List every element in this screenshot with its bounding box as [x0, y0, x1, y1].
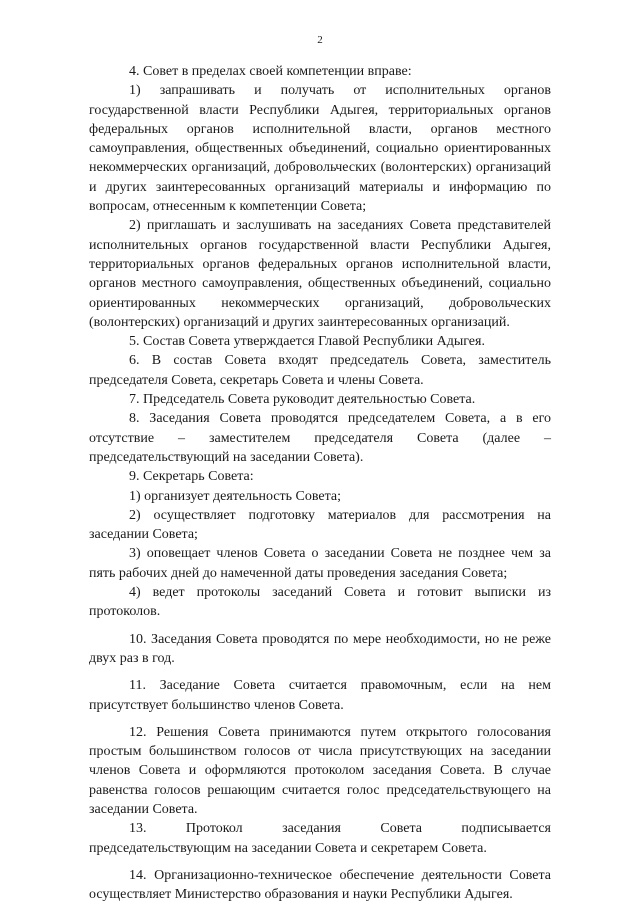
paragraph-4-2: 2) приглашать и заслушивать на заседаниях Совета представителей исполнительных органов государственной власти Республики Адыгея, территориальных органов федеральных органов исполнительной власти, органов местного самоуправления, общественных объединений, социально ориентированных некоммерческих организаций, добровольческих (волонтерских) организаций и других заинтересованных организаций. — [89, 218, 551, 330]
page-number: 2 — [317, 34, 323, 46]
paragraph-10: 10. Заседания Совета проводятся по мере необходимости, но не реже двух раз в год. — [89, 631, 551, 666]
document-body — [89, 62, 551, 904]
paragraph-9-4: 4) ведет протоколы заседаний Совета и готовит выписки из протоколов. — [89, 585, 551, 620]
paragraph-12: 12. Решения Совета принимаются путем открытого голосования простым большинством голосов от числа присутствующих на заседании членов Совета и оформляются протоколом заседания Совета. В случае равенства голосов решающим считается голос председательствующего на заседании Совета. — [89, 724, 551, 817]
paragraph-14: 14. Организационно-техническое обеспечение деятельности Совета осуществляет Министерство образования и науки Республики Адыгея. — [89, 867, 551, 903]
paragraph-13: 13. Протокол заседания Совета подписывается председательствующим на заседании Совета и секретарем Совета. — [89, 821, 551, 856]
paragraph-9: 9. Секретарь Совета: — [129, 469, 254, 485]
paragraph-9-2: 2) осуществляет подготовку материалов для рассмотрения на заседании Совета; — [89, 507, 551, 543]
paragraph-7: 7. Председатель Совета руководит деятельностью Совета. — [129, 392, 476, 408]
paragraph-6: 6. В состав Совета входят председатель Совета, заместитель председателя Совета, секретарь Совета и члены Совета. — [89, 353, 551, 388]
paragraph-8: 8. Заседания Совета проводятся председателем Совета, а в его отсутствие – заместителем председателя Совета (далее – председательствующий на заседании Совета). — [89, 411, 551, 465]
paragraph-4-1: 1) запрашивать и получать от исполнительных органов государственной власти Республики Адыгея, территориальных органов федеральных органов исполнительной власти, органов местного самоуправления, общественных объединений, социально ориентированных некоммерческих организаций, добровольческих (волонтерских) организаций и других заинтересованных организаций материалы и информацию по вопросам, отнесенным к компетенции Совета; — [89, 83, 551, 215]
paragraph-4: 4. Совет в пределах своей компетенции вправе: — [129, 64, 412, 79]
paragraph-11: 11. Заседание Совета считается правомочным, если на нем присутствует большинство членов Совета. — [89, 678, 551, 713]
paragraph-5: 5. Состав Совета утверждается Главой Республики Адыгея. — [129, 334, 485, 350]
paragraph-9-1: 1) организует деятельность Совета; — [129, 488, 341, 504]
paragraph-9-3: 3) оповещает членов Совета о заседании Совета не позднее чем за пять рабочих дней до намеченной даты проведения заседания Совета; — [89, 546, 551, 581]
